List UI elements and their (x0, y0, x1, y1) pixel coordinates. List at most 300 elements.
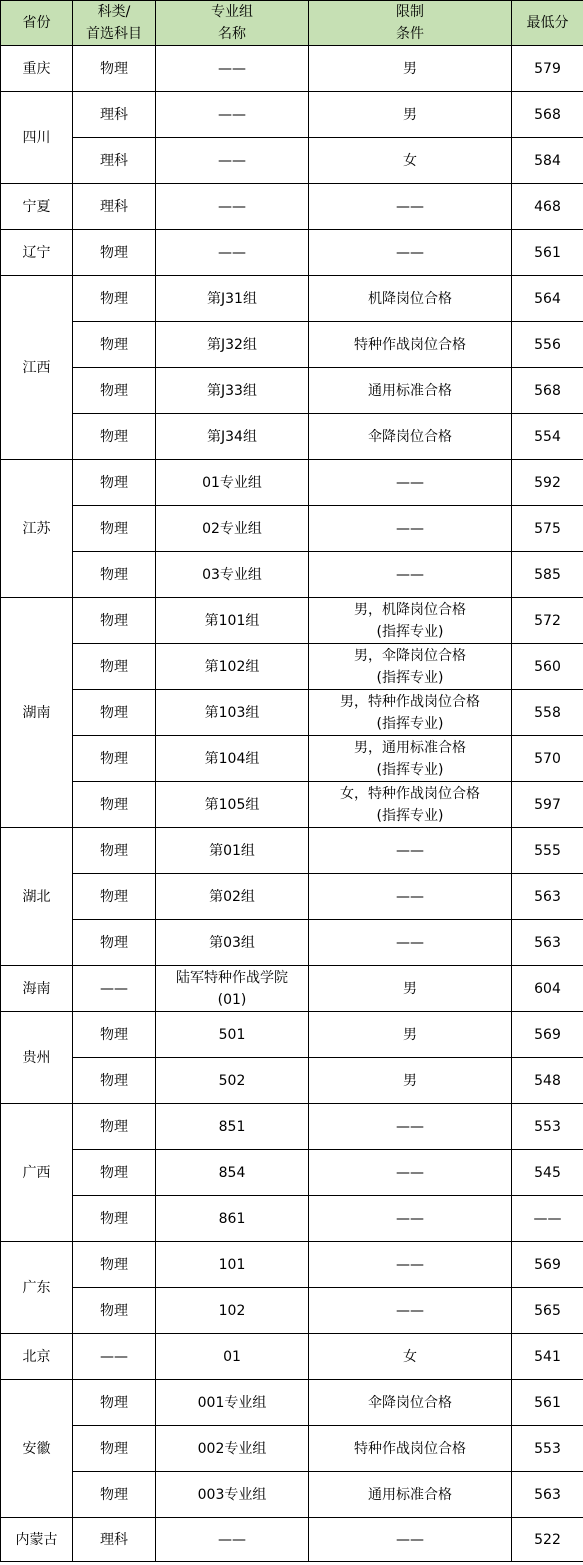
province-name: 江苏 (22, 520, 51, 537)
subject-value: 物理 (100, 1210, 128, 1227)
group-cell (156, 414, 309, 460)
restriction-cell (309, 46, 512, 92)
table-row (1, 1058, 583, 1104)
header-group-line-2: 名称 (218, 26, 246, 42)
subject-cell (73, 1150, 156, 1196)
group-cell (156, 1472, 309, 1518)
group-cell (156, 46, 309, 92)
subject-value: 物理 (100, 244, 128, 261)
table-row (1, 874, 583, 920)
group-cell (156, 828, 309, 874)
restriction-line: 男，通用标准合格 (354, 739, 466, 756)
group-line: 第03组 (209, 934, 255, 951)
group-line: 854 (218, 1164, 246, 1181)
min-score-value: 556 (534, 336, 561, 353)
group-line: 第103组 (204, 704, 260, 721)
restriction-line: —— (396, 1256, 424, 1273)
min-score-value: 561 (534, 244, 561, 261)
header-province-label: 省份 (22, 15, 51, 31)
group-line: —— (218, 106, 246, 123)
province-cell (1, 460, 73, 598)
subject-value: 物理 (100, 566, 128, 583)
restriction-cell (309, 368, 512, 414)
table-header (1, 1, 583, 46)
score-cell (512, 184, 583, 230)
group-line: 861 (218, 1210, 246, 1227)
province-name: 四川 (22, 129, 51, 146)
group-line: 陆军特种作战学院 (176, 969, 288, 986)
province-cell (1, 92, 73, 184)
restriction-cell (309, 598, 512, 644)
min-score-value: 568 (534, 106, 561, 123)
subject-cell (73, 1380, 156, 1426)
subject-cell (73, 1472, 156, 1518)
group-line: —— (218, 60, 246, 77)
province-name: 安徽 (22, 1440, 51, 1457)
score-cell (512, 1150, 583, 1196)
group-line: 003专业组 (197, 1486, 267, 1503)
score-cell (512, 92, 583, 138)
restriction-line: 伞降岗位合格 (368, 1394, 452, 1411)
score-cell (512, 138, 583, 184)
table-row (1, 460, 583, 506)
subject-cell (73, 46, 156, 92)
subject-cell (73, 874, 156, 920)
restriction-cell (309, 138, 512, 184)
restriction-cell (309, 276, 512, 322)
group-cell (156, 184, 309, 230)
subject-cell (73, 414, 156, 460)
score-cell (512, 414, 583, 460)
restriction-line: 男，伞降岗位合格 (354, 647, 466, 664)
header-group-line-1: 专业组 (211, 4, 253, 20)
min-score-value: 579 (534, 60, 561, 77)
score-cell (512, 644, 583, 690)
subject-cell (73, 184, 156, 230)
table-row (1, 1518, 583, 1562)
group-line: 第104组 (204, 750, 260, 767)
min-score-value: 584 (534, 152, 561, 169)
restriction-line: 男 (403, 1072, 417, 1089)
restriction-line: —— (396, 244, 424, 261)
restriction-line: 男 (403, 106, 417, 123)
group-cell (156, 230, 309, 276)
subject-cell (73, 1242, 156, 1288)
subject-value: 物理 (100, 934, 128, 951)
restriction-line: 男 (403, 1026, 417, 1043)
restriction-line: 男，特种作战岗位合格 (340, 693, 480, 710)
subject-value: 物理 (100, 888, 128, 905)
subject-value: 物理 (100, 474, 128, 491)
min-score-value: 569 (534, 1256, 561, 1273)
score-cell (512, 1012, 583, 1058)
restriction-cell (309, 736, 512, 782)
subject-value: 物理 (100, 336, 128, 353)
restriction-line: —— (396, 520, 424, 537)
province-name: 湖北 (22, 888, 51, 905)
group-cell (156, 322, 309, 368)
table-row (1, 966, 583, 1012)
restriction-cell (309, 1380, 512, 1426)
province-cell (1, 230, 73, 276)
subject-value: 物理 (100, 1440, 128, 1457)
table-row (1, 506, 583, 552)
province-name: 辽宁 (22, 244, 51, 261)
restriction-cell (309, 920, 512, 966)
group-line: 第J31组 (207, 290, 257, 307)
group-line: —— (218, 244, 246, 261)
subject-cell (73, 322, 156, 368)
restriction-cell (309, 506, 512, 552)
subject-value: 理科 (100, 198, 128, 215)
group-line: —— (218, 1531, 246, 1548)
min-score-value: 565 (534, 1302, 561, 1319)
restriction-cell (309, 92, 512, 138)
restriction-line: —— (396, 1302, 424, 1319)
table-row (1, 414, 583, 460)
group-cell (156, 1150, 309, 1196)
restriction-line: —— (396, 1118, 424, 1135)
group-cell (156, 552, 309, 598)
subject-cell (73, 552, 156, 598)
table-row (1, 92, 583, 138)
restriction-cell (309, 874, 512, 920)
score-cell (512, 368, 583, 414)
subject-value: 物理 (100, 60, 128, 77)
table-row (1, 782, 583, 828)
score-cell (512, 1104, 583, 1150)
min-score-value: 592 (534, 474, 561, 491)
group-line: 第102组 (204, 658, 260, 675)
subject-cell (73, 736, 156, 782)
group-cell (156, 1104, 309, 1150)
score-cell (512, 782, 583, 828)
group-cell (156, 1380, 309, 1426)
province-cell (1, 598, 73, 828)
group-cell (156, 874, 309, 920)
group-cell (156, 644, 309, 690)
min-score-value: 585 (534, 566, 561, 583)
header-restriction-line-1: 限制 (396, 4, 424, 20)
restriction-line: 特种作战岗位合格 (354, 336, 466, 353)
subject-value: 物理 (100, 612, 128, 629)
min-score-value: 548 (534, 1072, 561, 1089)
table-row (1, 184, 583, 230)
score-cell (512, 920, 583, 966)
table-row (1, 598, 583, 644)
group-line: (01) (217, 991, 247, 1008)
score-cell (512, 276, 583, 322)
min-score-value: 570 (534, 750, 561, 767)
table-row (1, 1472, 583, 1518)
restriction-line: —— (396, 566, 424, 583)
restriction-line: —— (396, 888, 424, 905)
score-cell (512, 1288, 583, 1334)
subject-value: —— (100, 1348, 128, 1365)
subject-value: 理科 (100, 152, 128, 169)
table-row (1, 690, 583, 736)
subject-cell (73, 92, 156, 138)
subject-value: 物理 (100, 842, 128, 859)
group-cell (156, 736, 309, 782)
subject-cell (73, 1288, 156, 1334)
group-line: 第101组 (204, 612, 260, 629)
table-row (1, 828, 583, 874)
restriction-line: —— (396, 198, 424, 215)
subject-value: 物理 (100, 428, 128, 445)
min-score-value: 569 (534, 1026, 561, 1043)
group-line: 002专业组 (197, 1440, 267, 1457)
subject-value: 物理 (100, 658, 128, 675)
score-cell (512, 1426, 583, 1472)
group-cell (156, 1426, 309, 1472)
subject-cell (73, 230, 156, 276)
subject-value: 物理 (100, 290, 128, 307)
score-cell (512, 874, 583, 920)
restriction-line: 机降岗位合格 (368, 290, 452, 307)
header-min-score (512, 1, 583, 46)
subject-value: 理科 (100, 106, 128, 123)
group-cell (156, 1334, 309, 1380)
restriction-line: —— (396, 934, 424, 951)
table-row (1, 1242, 583, 1288)
restriction-line: 通用标准合格 (368, 1486, 452, 1503)
subject-value: 物理 (100, 1072, 128, 1089)
group-line: —— (218, 152, 246, 169)
subject-cell (73, 1012, 156, 1058)
min-score-value: 558 (534, 704, 561, 721)
table-row (1, 46, 583, 92)
restriction-cell (309, 1058, 512, 1104)
restriction-cell (309, 414, 512, 460)
restriction-cell (309, 1012, 512, 1058)
subject-value: 物理 (100, 1394, 128, 1411)
min-score-value: 553 (534, 1118, 561, 1135)
score-cell (512, 736, 583, 782)
subject-value: 物理 (100, 1486, 128, 1503)
table-row (1, 920, 583, 966)
province-cell (1, 1242, 73, 1334)
group-cell (156, 92, 309, 138)
restriction-cell (309, 1426, 512, 1472)
subject-value: 物理 (100, 1026, 128, 1043)
score-cell (512, 506, 583, 552)
restriction-line: —— (396, 1210, 424, 1227)
subject-cell (73, 1058, 156, 1104)
subject-value: 物理 (100, 1164, 128, 1181)
subject-cell (73, 782, 156, 828)
group-cell (156, 598, 309, 644)
min-score-value: 554 (534, 428, 561, 445)
score-cell (512, 1242, 583, 1288)
restriction-line: —— (396, 1164, 424, 1181)
table-row (1, 230, 583, 276)
table-row (1, 368, 583, 414)
restriction-line: —— (396, 1531, 424, 1548)
group-cell (156, 1242, 309, 1288)
table-row (1, 322, 583, 368)
subject-cell (73, 690, 156, 736)
subject-cell (73, 1196, 156, 1242)
restriction-cell (309, 828, 512, 874)
table-row (1, 1196, 583, 1242)
header-min-score-label: 最低分 (526, 15, 569, 31)
min-score-value: 568 (534, 382, 561, 399)
min-score-value: 553 (534, 1440, 561, 1457)
group-line: 101 (218, 1256, 246, 1273)
min-score-value: 541 (534, 1348, 561, 1365)
score-cell (512, 322, 583, 368)
min-score-value: 572 (534, 612, 561, 629)
group-line: 851 (218, 1118, 246, 1135)
group-cell (156, 1196, 309, 1242)
group-cell (156, 276, 309, 322)
restriction-cell (309, 690, 512, 736)
restriction-cell (309, 230, 512, 276)
restriction-line: 女，特种作战岗位合格 (340, 785, 480, 802)
restriction-cell (309, 1242, 512, 1288)
score-cell (512, 1196, 583, 1242)
restriction-cell (309, 644, 512, 690)
subject-cell (73, 460, 156, 506)
province-cell (1, 1334, 73, 1380)
table-row (1, 1012, 583, 1058)
min-score-value: 522 (534, 1531, 561, 1548)
subject-value: 物理 (100, 1302, 128, 1319)
score-cell (512, 1334, 583, 1380)
subject-value: 理科 (100, 1531, 128, 1548)
subject-cell (73, 138, 156, 184)
province-name: 宁夏 (22, 198, 51, 215)
group-cell (156, 782, 309, 828)
table-row (1, 1334, 583, 1380)
restriction-cell (309, 322, 512, 368)
group-line: 第J34组 (207, 428, 257, 445)
restriction-cell (309, 1334, 512, 1380)
min-score-value: —— (533, 1210, 562, 1227)
subject-value: 物理 (100, 520, 128, 537)
restriction-line: (指挥专业) (376, 761, 444, 778)
table-row (1, 1104, 583, 1150)
restriction-cell (309, 1518, 512, 1562)
group-cell (156, 920, 309, 966)
group-line: 502 (218, 1072, 246, 1089)
group-cell (156, 690, 309, 736)
min-score-value: 560 (534, 658, 561, 675)
province-name: 江西 (22, 359, 51, 376)
header-province (1, 1, 73, 46)
restriction-line: —— (396, 474, 424, 491)
province-cell (1, 1104, 73, 1242)
min-score-value: 564 (534, 290, 561, 307)
header-subject-line-2: 首选科目 (86, 26, 142, 42)
group-cell (156, 1288, 309, 1334)
restriction-line: 女 (403, 1348, 417, 1365)
score-cell (512, 1518, 583, 1562)
restriction-line: 男 (403, 980, 417, 997)
min-score-value: 545 (534, 1164, 561, 1181)
group-line: 001专业组 (197, 1394, 267, 1411)
group-line: 第105组 (204, 796, 260, 813)
province-cell (1, 1012, 73, 1104)
min-score-value: 563 (534, 888, 561, 905)
subject-value: 物理 (100, 1256, 128, 1273)
restriction-cell (309, 460, 512, 506)
restriction-line: (指挥专业) (376, 669, 444, 686)
province-name: 广西 (22, 1164, 51, 1181)
score-cell (512, 828, 583, 874)
group-line: 02专业组 (202, 520, 262, 537)
group-line: 第02组 (209, 888, 255, 905)
restriction-cell (309, 1196, 512, 1242)
province-cell (1, 1518, 73, 1562)
restriction-line: 女 (403, 152, 417, 169)
table-row (1, 1150, 583, 1196)
header-subject-line-1: 科类/ (97, 4, 131, 20)
subject-cell (73, 368, 156, 414)
restriction-line: 男 (403, 60, 417, 77)
min-score-value: 575 (534, 520, 561, 537)
province-cell (1, 828, 73, 966)
score-cell (512, 230, 583, 276)
table-row (1, 138, 583, 184)
subject-cell (73, 1518, 156, 1562)
group-cell (156, 138, 309, 184)
restriction-line: 特种作战岗位合格 (354, 1440, 466, 1457)
group-cell (156, 1518, 309, 1562)
subject-cell (73, 828, 156, 874)
group-cell (156, 368, 309, 414)
group-line: 第J32组 (207, 336, 257, 353)
restriction-line: (指挥专业) (376, 715, 444, 732)
subject-value: 物理 (100, 704, 128, 721)
header-row (1, 1, 583, 46)
province-cell (1, 184, 73, 230)
group-line: —— (218, 198, 246, 215)
subject-cell (73, 966, 156, 1012)
province-name: 北京 (22, 1348, 51, 1365)
subject-cell (73, 1334, 156, 1380)
group-line: 01 (223, 1348, 241, 1365)
min-score-value: 563 (534, 1486, 561, 1503)
subject-value: 物理 (100, 382, 128, 399)
subject-value: 物理 (100, 796, 128, 813)
subject-value: 物理 (100, 750, 128, 767)
table-row (1, 1380, 583, 1426)
table-row (1, 1426, 583, 1472)
restriction-cell (309, 1104, 512, 1150)
province-name: 贵州 (22, 1049, 51, 1066)
province-cell (1, 966, 73, 1012)
group-cell (156, 1012, 309, 1058)
province-name: 湖南 (22, 704, 51, 721)
province-name: 内蒙古 (15, 1531, 58, 1548)
subject-cell (73, 598, 156, 644)
table-row (1, 736, 583, 782)
group-cell (156, 1058, 309, 1104)
table-body (1, 46, 583, 1562)
group-line: 01专业组 (202, 474, 262, 491)
subject-value: 物理 (100, 1118, 128, 1135)
subject-cell (73, 644, 156, 690)
table-row (1, 644, 583, 690)
score-cell (512, 46, 583, 92)
score-cell (512, 598, 583, 644)
restriction-line: —— (396, 842, 424, 859)
header-subject (73, 1, 156, 46)
header-group (156, 1, 309, 46)
header-restriction-line-2: 条件 (396, 26, 424, 42)
